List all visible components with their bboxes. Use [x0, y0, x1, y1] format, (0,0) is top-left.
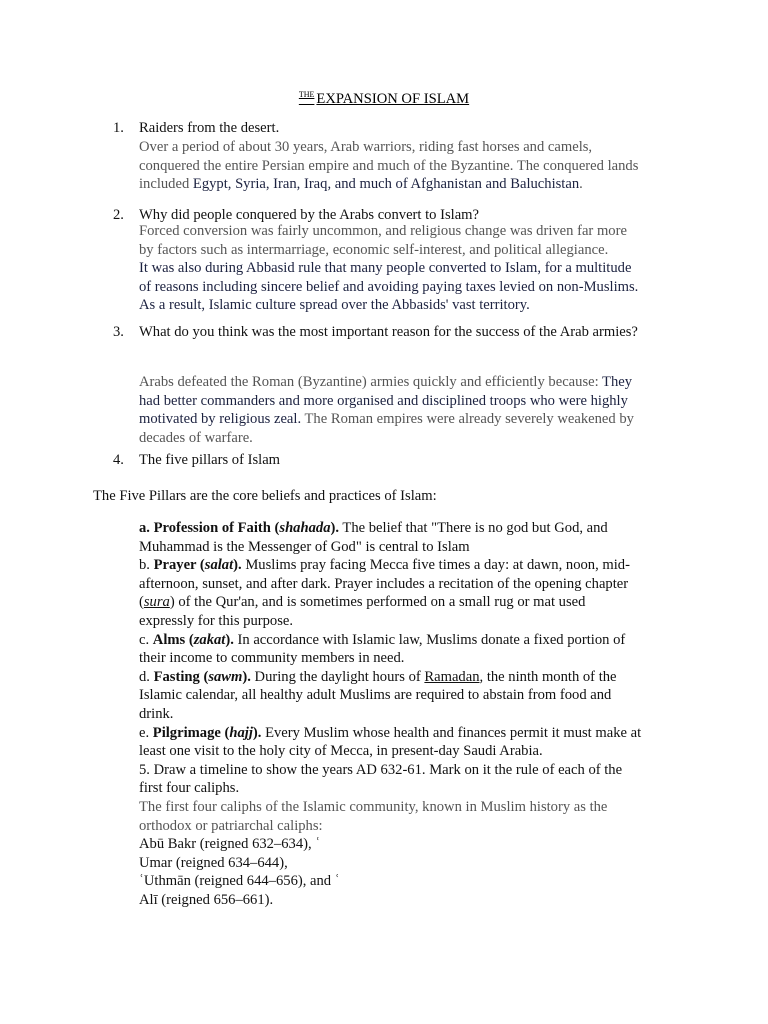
- pillar-b-cont: expressly for this purpose.: [139, 612, 294, 629]
- question-3-text: What do you think was the most important reason for the success of the Arab armies?: [139, 324, 638, 340]
- pillar-c: [139, 631, 699, 650]
- answer-3-line: had better commanders and more organised and disciplined troops who were highly: [139, 392, 628, 409]
- pillar-b-text: Muslims pray facing Mecca five times a day: at dawn, noon, mid-: [241, 557, 630, 574]
- pillar-c-text: In accordance with Islamic law, Muslims donate a fixed portion of: [233, 631, 626, 648]
- pillar-d-text: During the daylight hours of: [250, 668, 425, 685]
- pillar-e-close: ).: [252, 724, 262, 741]
- question-1-number: 1.: [113, 120, 124, 136]
- answer-1-line: Over a period of about 30 years, Arab warriors, riding fast horses and camels,: [139, 139, 593, 155]
- pillar-b: [139, 556, 699, 575]
- pillar-c-label: c.: [139, 631, 153, 648]
- pillar-e: [139, 724, 699, 743]
- pillar-d-title: Fasting (: [153, 668, 209, 685]
- pillar-b-cont: [139, 593, 699, 612]
- title-superscript: THE: [298, 90, 315, 99]
- pillar-b-title: Prayer (: [153, 557, 205, 574]
- sura-link[interactable]: sura: [143, 594, 170, 611]
- caliphs-intro-cont: orthodox or patriarchal caliphs:: [139, 817, 323, 834]
- answer-3: [139, 373, 679, 447]
- pillar-b-cont: afternoon, sunset, and after dark. Prayer includes a recitation of the opening chapter: [139, 575, 629, 592]
- question-3: [113, 323, 713, 342]
- pillar-a-term: shahada: [279, 520, 331, 536]
- question-3-number: 3.: [113, 324, 124, 340]
- answer-1-line: conquered the entire Persian empire and much of the Byzantine. The conquered lands: [139, 157, 639, 174]
- answer-3-line: [139, 410, 679, 429]
- question-5: 5. Draw a timeline to show the years AD 632-61. Mark on it the rule of each of the: [139, 761, 623, 778]
- answer-2-line: As a result, Islamic culture spread over the Abbasids' vast territory.: [139, 297, 530, 314]
- pillar-d-term: sawm: [208, 668, 243, 685]
- pillar-b-text: ) of the Qur'an, and is sometimes performed on a small rug or mat used: [169, 594, 586, 611]
- answer-3-line: decades of warfare.: [139, 429, 253, 446]
- question-4: [113, 451, 713, 470]
- paren-open: (: [139, 594, 144, 611]
- answer-1: [139, 138, 679, 194]
- pillar-a-cont: Muhammad is the Messenger of God" is central to Islam: [139, 538, 470, 555]
- pillar-c-title: Alms (: [152, 631, 194, 648]
- answer-3-highlight: motivated by religious zeal.: [139, 411, 302, 428]
- question-5-cont: first four caliphs.: [139, 780, 240, 797]
- pillar-e-cont: least one visit to the holy city of Mecca, in present-day Saudi Arabia.: [139, 743, 543, 760]
- pillars-intro: The Five Pillars are the core beliefs and practices of Islam:: [93, 488, 437, 504]
- conquered-lands: Egypt, Syria, Iran, Iraq, and much of Afghanistan and Baluchistan: [192, 176, 580, 193]
- pillar-d-text: , the ninth month of the: [479, 668, 617, 685]
- answer-3-text: Arabs defeated the Roman (Byzantine) armies quickly and efficiently because:: [139, 374, 603, 390]
- pillar-d-cont: drink.: [139, 705, 174, 722]
- question-1-text: Raiders from the desert.: [139, 120, 280, 136]
- pillar-e-term: hajj: [229, 724, 253, 741]
- answer-2-line: Forced conversion was fairly uncommon, and religious change was driven far more: [139, 223, 627, 239]
- pillar-d-label: d.: [139, 668, 154, 685]
- answer-2-line: by factors such as intermarriage, economic self-interest, and political allegiance.: [139, 241, 609, 258]
- answer-1-suffix: .: [579, 176, 583, 193]
- answer-1-prefix: included: [139, 176, 193, 193]
- page-title: [0, 86, 768, 109]
- pillar-c-cont: their income to community members in need.: [139, 650, 405, 667]
- answer-3-text: The Roman empires were already severely weakened by: [301, 411, 634, 428]
- question-2-text: Why did people conquered by the Arabs convert to Islam?: [139, 207, 480, 223]
- answer-2-line: of reasons including sincere belief and avoiding paying taxes levied on non-Muslims.: [139, 278, 639, 295]
- pillar-e-title: Pilgrimage (: [152, 724, 230, 741]
- caliph-item: Alī (reigned 656–661).: [139, 891, 274, 908]
- pillar-b-label: b.: [139, 557, 154, 574]
- pillar-c-close: ).: [225, 631, 234, 648]
- answer-3-line: [139, 373, 679, 392]
- pillar-d: [139, 668, 699, 687]
- question-2-number: 2.: [113, 207, 124, 223]
- pillar-d-cont: Islamic calendar, all healthy adult Muslims are required to abstain from food and: [139, 687, 612, 704]
- answer-2: [139, 222, 679, 315]
- question-1: [113, 119, 713, 138]
- pillar-e-label: e.: [139, 724, 153, 741]
- caliph-item: Umar (reigned 634–644),: [139, 854, 288, 871]
- pillar-b-term: salat: [204, 557, 234, 574]
- ramadan-link[interactable]: Ramadan: [424, 668, 480, 685]
- title-text: EXPANSION OF ISLAM: [316, 91, 470, 107]
- pillars-list: [139, 519, 699, 909]
- pillar-a-text: The belief that "There is no god but God, and: [339, 520, 608, 536]
- answer-3-highlight: They: [602, 374, 633, 390]
- question-4-text: The five pillars of Islam: [139, 452, 281, 468]
- pillar-e-text: Every Muslim whose health and finances permit it must make at: [261, 724, 642, 741]
- pillar-b-close: ).: [233, 557, 242, 574]
- pillar-a-label: a. Profession of Faith (: [139, 520, 280, 536]
- caliphs-intro: The first four caliphs of the Islamic community, known in Muslim history as the: [139, 798, 608, 815]
- pillar-a: [139, 519, 699, 538]
- caliph-item: ʿUthmān (reigned 644–656), and ʿ: [139, 873, 340, 890]
- caliph-item: Abū Bakr (reigned 632–634), ʿ: [139, 836, 321, 853]
- pillar-a-close: ).: [330, 520, 340, 536]
- pillar-d-close: ).: [242, 668, 251, 685]
- answer-1-line: [139, 175, 679, 194]
- answer-2-line: It was also during Abbasid rule that many people converted to Islam, for a multitude: [139, 260, 632, 277]
- pillar-c-term: zakat: [193, 631, 226, 648]
- question-4-number: 4.: [113, 452, 124, 468]
